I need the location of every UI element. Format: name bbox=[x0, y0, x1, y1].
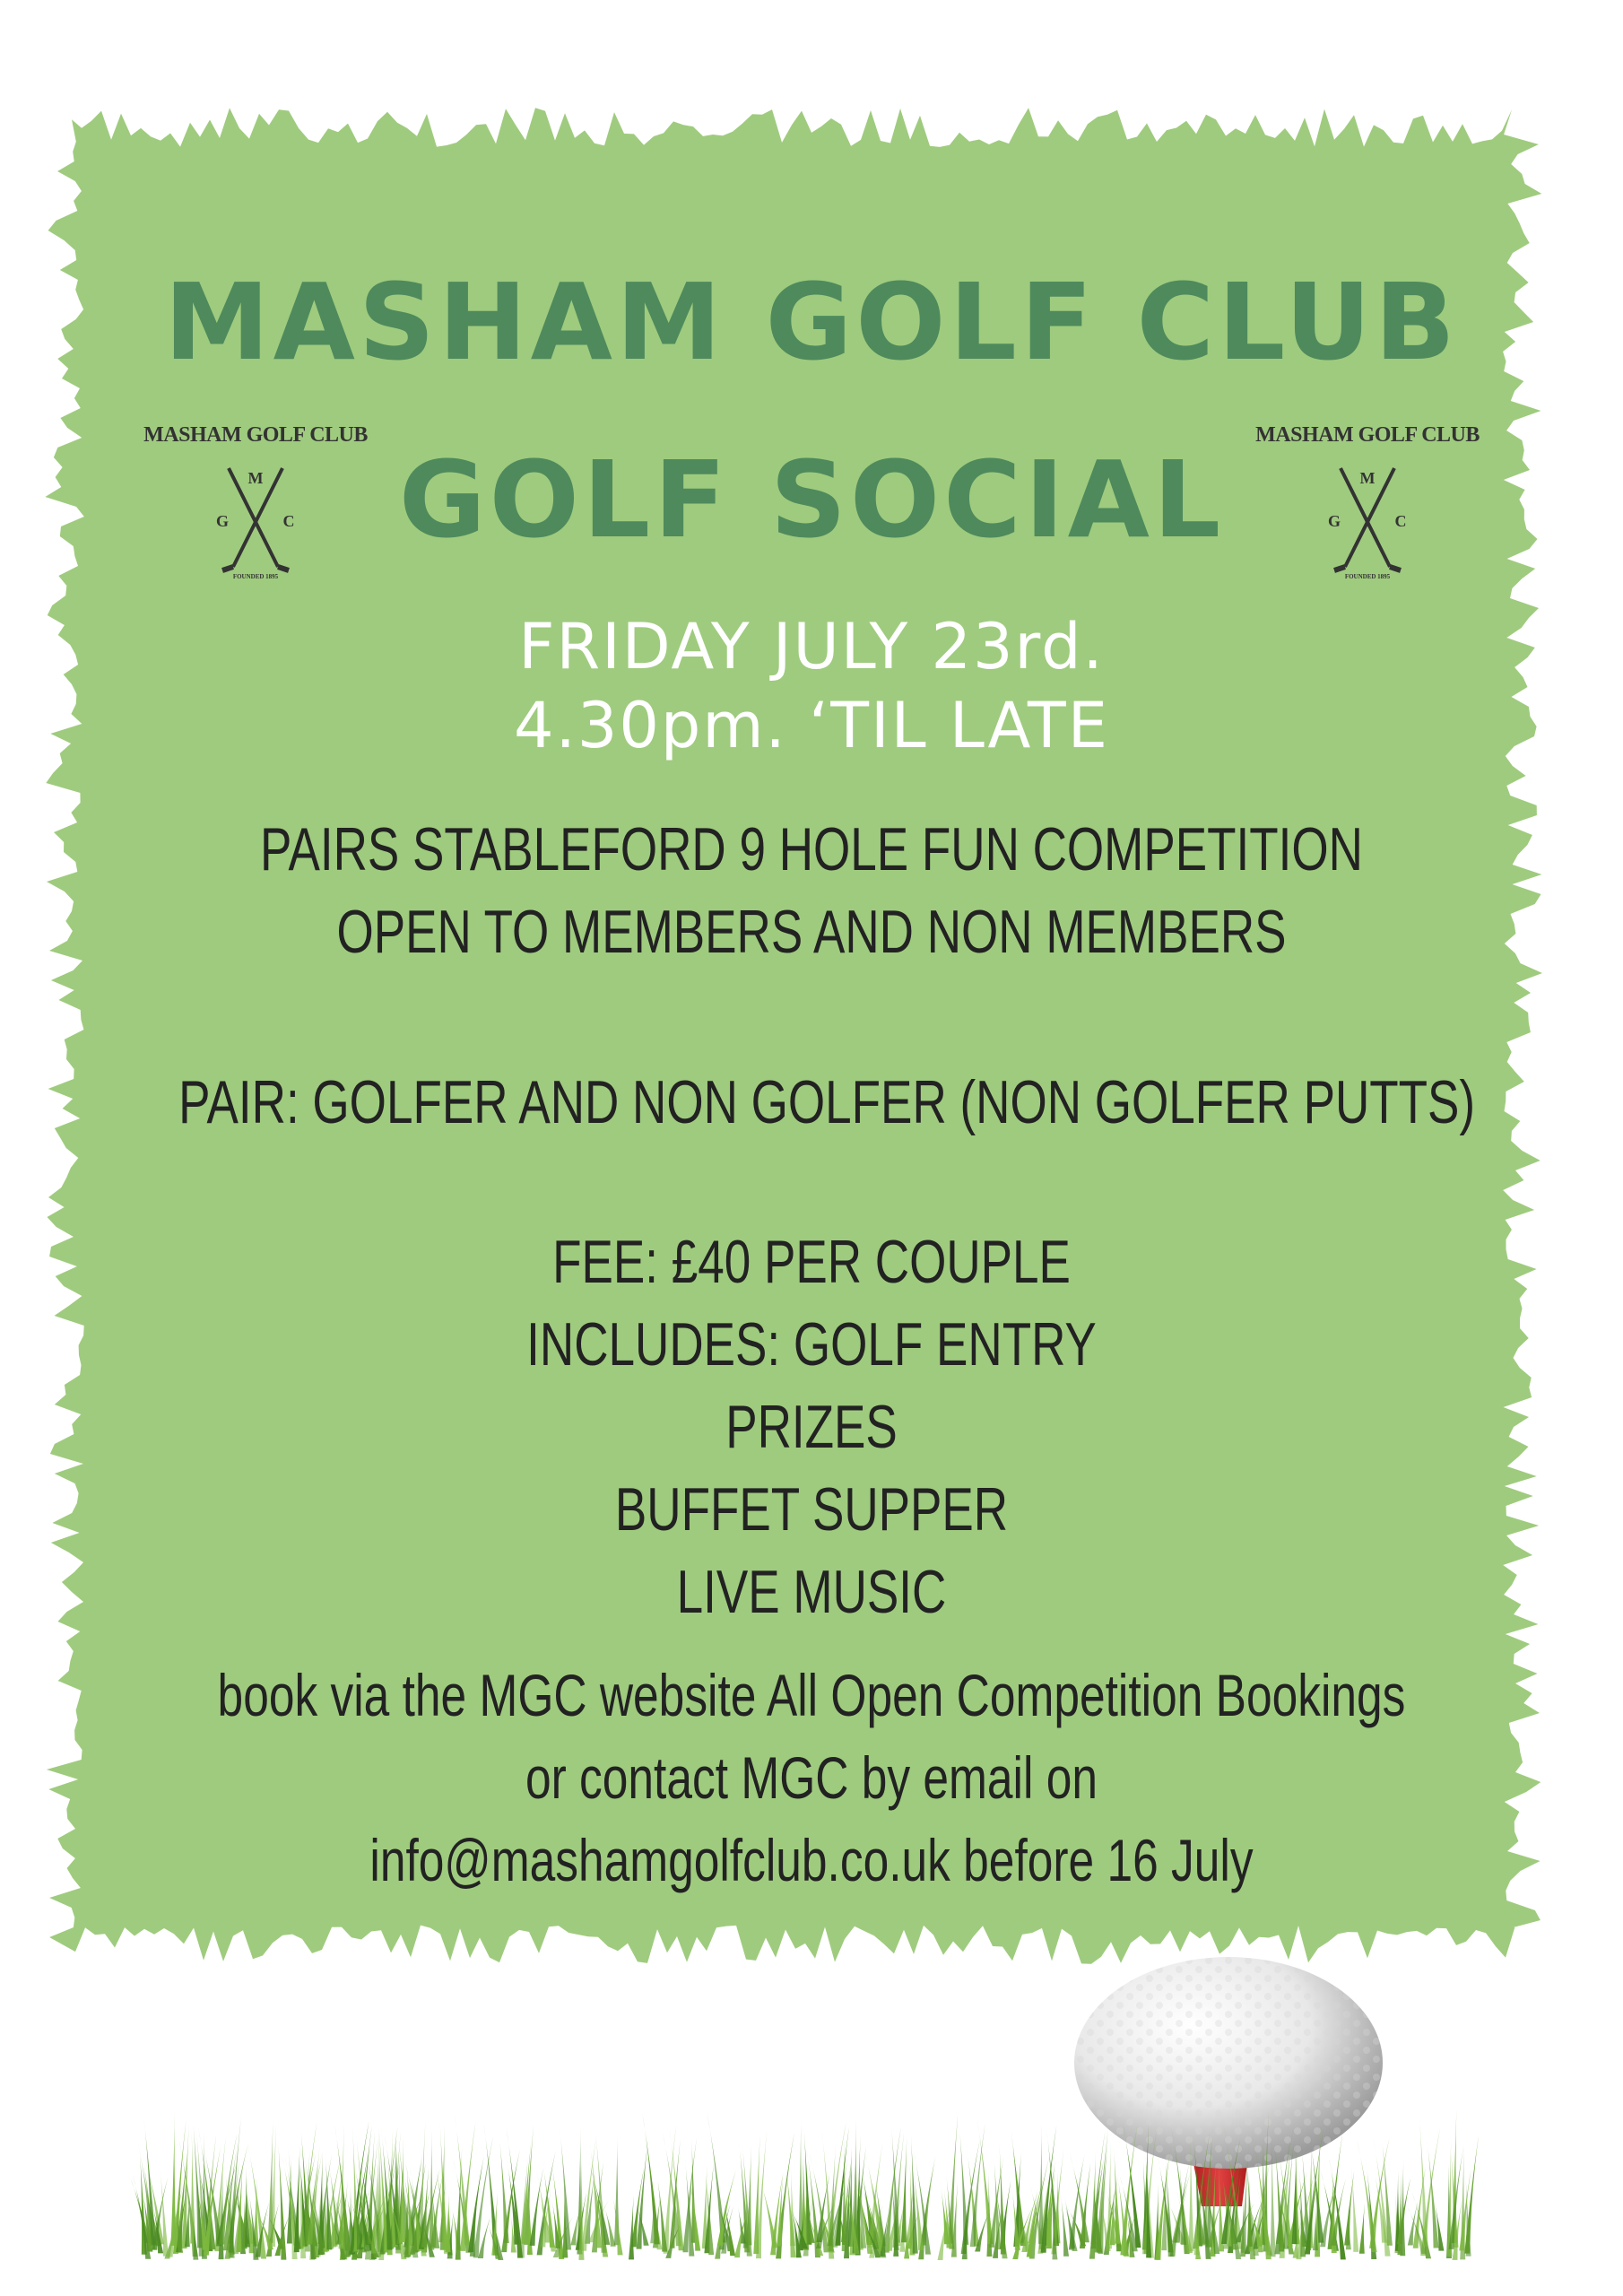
logo-letter-g: G bbox=[1327, 512, 1341, 530]
logo-name: MASHAM GOLF CLUB bbox=[1255, 423, 1480, 447]
logo-letter-m: M bbox=[247, 469, 264, 487]
club-logo-right bbox=[1242, 423, 1493, 585]
crossed-clubs-icon bbox=[206, 455, 305, 580]
booking-line-1: book via the MGC website All Open Competition Bookings bbox=[217, 1662, 1406, 1728]
includes-buffet: BUFFET SUPPER bbox=[614, 1475, 1009, 1544]
crossed-clubs-icon bbox=[1318, 455, 1417, 580]
fee: FEE: £40 PER COUPLE bbox=[552, 1228, 1071, 1296]
logo-letter-c: C bbox=[282, 512, 295, 530]
event-date: FRIDAY JULY 23rd. bbox=[518, 610, 1105, 683]
logo-founded: FOUNDED 1895 bbox=[232, 573, 279, 580]
logo-letter-m: M bbox=[1359, 469, 1376, 487]
event-title: GOLF SOCIAL bbox=[398, 438, 1225, 561]
club-logo-left bbox=[130, 423, 381, 585]
booking-line-2: or contact MGC by email on bbox=[525, 1744, 1098, 1811]
booking-email: info@mashamgolfclub.co.uk before 16 July bbox=[369, 1827, 1254, 1893]
logo-letter-c: C bbox=[1394, 512, 1407, 530]
club-title: MASHAM GOLF CLUB bbox=[164, 260, 1459, 384]
logo-founded: FOUNDED 1895 bbox=[1344, 573, 1391, 580]
includes-prizes: PRIZES bbox=[725, 1393, 898, 1461]
pair-rules: PAIR: GOLFER AND NON GOLFER (NON GOLFER PUTTS) bbox=[178, 1068, 1476, 1136]
competition-line-1: PAIRS STABLEFORD 9 HOLE FUN COMPETITION bbox=[260, 815, 1363, 883]
competition-line-2: OPEN TO MEMBERS AND NON MEMBERS bbox=[336, 898, 1287, 966]
includes-music: LIVE MUSIC bbox=[676, 1558, 947, 1626]
includes-line: INCLUDES: GOLF ENTRY bbox=[526, 1310, 1097, 1378]
logo-name: MASHAM GOLF CLUB bbox=[143, 423, 368, 447]
event-time: 4.30pm. ‘TIL LATE bbox=[514, 689, 1109, 762]
logo-letter-g: G bbox=[215, 512, 230, 530]
